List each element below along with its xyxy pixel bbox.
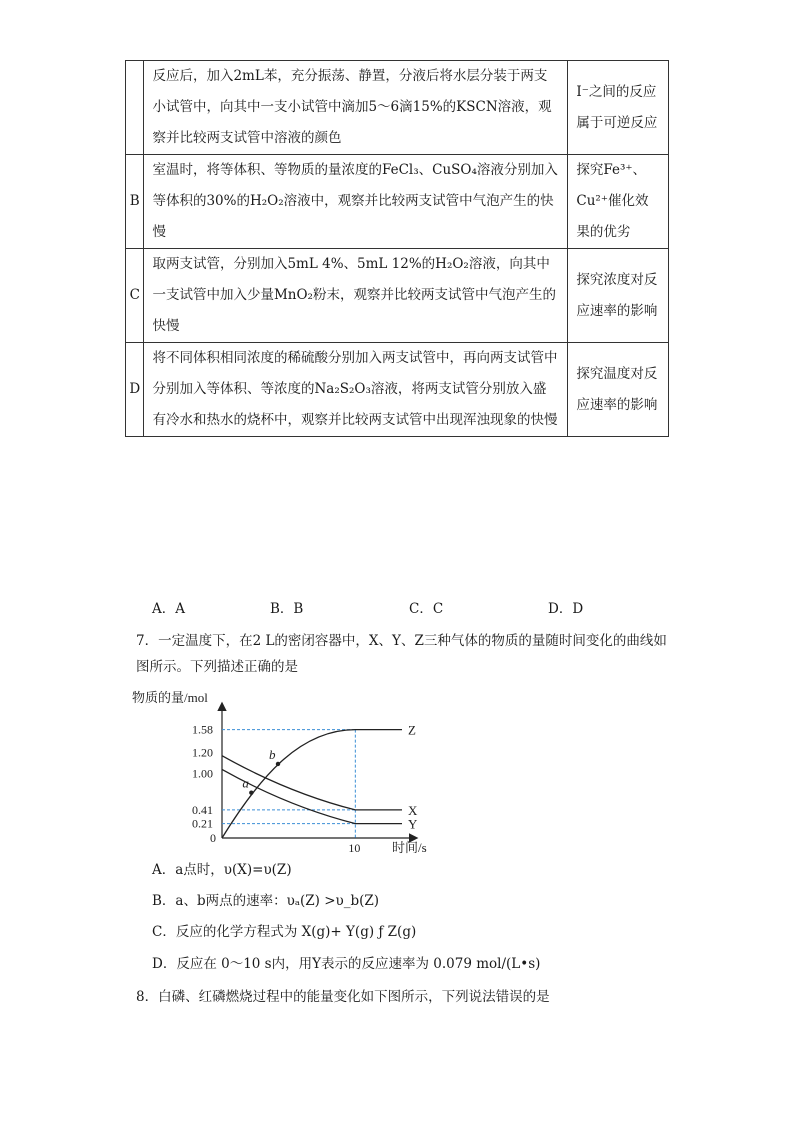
row-label bbox=[126, 61, 144, 155]
series-label-x: X bbox=[408, 802, 418, 818]
row-procedure: 将不同体积相同浓度的稀硫酸分别加入两支试管中，再向两支试管中分别加入等体积、等浓度的Na₂S₂O₃溶液，将两支试管分别放入盛有冷水和热水的烧杯中，观察并比较两支试管中出现浑浊现象的快慢 bbox=[144, 343, 568, 437]
row-procedure: 取两支试管，分别加入5mL 4%、5mL 12%的H₂O₂溶液，向其中一支试管中加入少量MnO₂粉末，观察并比较两支试管中气泡产生的快慢 bbox=[144, 249, 568, 343]
q8-stem: 8．白磷、红磷燃烧过程中的能量变化如下图所示，下列说法错误的是 bbox=[136, 989, 550, 1005]
experiment-table bbox=[125, 60, 669, 437]
q7-chart bbox=[130, 690, 427, 855]
row-purpose: 探究Fe³⁺、Cu²⁺催化效果的优劣 bbox=[568, 155, 669, 249]
point-a bbox=[249, 791, 253, 795]
q7-stem: 7．一定温度下，在2 L的密闭容器中，X、Y、Z三种气体的物质的量随时间变化的曲线如图所示。下列描述正确的是 bbox=[136, 633, 667, 675]
series-label-y: Y bbox=[408, 816, 418, 832]
y-tick-label: 0.21 bbox=[192, 816, 213, 831]
point-label-b: b bbox=[269, 746, 276, 762]
q6-option-b[interactable]: B．B bbox=[270, 601, 304, 617]
q7-option-b[interactable]: B．a、b两点的速率：υₐ(Z) >υ_b(Z) bbox=[152, 893, 380, 909]
table-row bbox=[126, 343, 669, 437]
x-tick-label: 10 bbox=[348, 841, 361, 855]
row-label: B bbox=[126, 155, 144, 249]
q6-option-d[interactable]: D．D bbox=[548, 601, 584, 617]
series-line-x bbox=[222, 756, 402, 810]
table-row bbox=[126, 155, 669, 249]
q7-option-a[interactable]: A．a点时，υ(X)=υ(Z) bbox=[152, 862, 292, 878]
series-label-z: Z bbox=[408, 722, 416, 738]
origin-label: 0 bbox=[210, 831, 216, 845]
y-tick-label: 0.41 bbox=[192, 802, 213, 817]
q6-option-c[interactable]: C．C bbox=[409, 601, 444, 617]
row-label: C bbox=[126, 249, 144, 343]
row-procedure: 反应后，加入2mL苯，充分振荡、静置，分液后将水层分装于两支小试管中，向其中一支小试管中滴加5～6滴15%的KSCN溶液，观察并比较两支试管中溶液的颜色 bbox=[144, 61, 568, 155]
x-axis-label: 时间/s bbox=[392, 840, 427, 855]
row-procedure: 室温时，将等体积、等物质的量浓度的FeCl₃、CuSO₄溶液分别加入等体积的30%的H₂O₂溶液中，观察并比较两支试管中气泡产生的快慢 bbox=[144, 155, 568, 249]
point-label-a: a bbox=[242, 775, 249, 791]
q6-options bbox=[152, 597, 712, 621]
table-row bbox=[126, 249, 669, 343]
y-tick-label: 1.58 bbox=[192, 722, 213, 737]
y-axis-label: 物质的量/mol bbox=[132, 690, 208, 705]
row-label: D bbox=[126, 343, 144, 437]
q7-option-c[interactable]: C．反应的化学方程式为 X(g)+ Y(g) ƒ Z(g) bbox=[152, 924, 417, 940]
y-tick-label: 1.00 bbox=[192, 766, 213, 781]
row-purpose: I⁻之间的反应属于可逆反应 bbox=[568, 61, 669, 155]
row-purpose: 探究温度对反应速率的影响 bbox=[568, 343, 669, 437]
q6-option-a[interactable]: A．A bbox=[152, 601, 185, 617]
point-b bbox=[276, 762, 280, 766]
q7-option-d[interactable]: D．反应在 0～10 s内，用Y表示的反应速率为 0.079 mol/(L•s) bbox=[152, 956, 541, 972]
row-purpose: 探究浓度对反应速率的影响 bbox=[568, 249, 669, 343]
table-row bbox=[126, 61, 669, 155]
y-tick-label: 1.20 bbox=[192, 745, 213, 760]
